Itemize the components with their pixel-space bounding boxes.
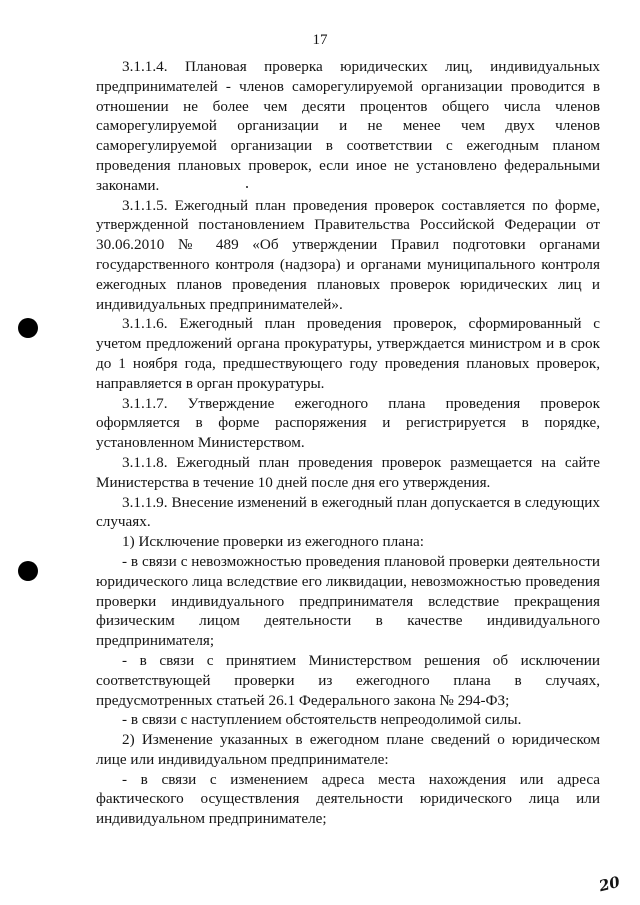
paragraph-3-1-1-4: 3.1.1.4. Плановая проверка юридических лиц, индивидуальных предпринимателей - членов саморегулируемой организации проводится в отношении не более чем десяти процентов общего числа членов саморегулируемой организации и не менее чем двух членов саморегулируемой организации в соответствии с ежегодным планом проведения плановых проверок, если иное не установлено федеральными законами. xyxy=(96,58,600,194)
handwritten-page-mark: 20 xyxy=(597,872,622,896)
punch-hole-top xyxy=(18,318,38,338)
list-subitem-ministry-decision: - в связи с принятием Министерством решения об исключении соответствующей проверки из ежегодного плана в случаях, предусмотренных статьей 26.1 Федерального закона № 294-ФЗ; xyxy=(96,651,600,709)
list-subitem-force-majeure: - в связи с наступлением обстоятельств непреодолимой силы. xyxy=(122,711,522,729)
page-number: 17 xyxy=(312,32,328,48)
list-subitem-address-change: - в связи с изменением адреса места нахождения или адреса фактического осуществления деятельности юридического лица или индивидуальном предпринимателе; xyxy=(96,770,600,828)
paragraph-3-1-1-8: 3.1.1.8. Ежегодный план проведения проверок размещается на сайте Министерства в течение 10 дней после дня его утверждения. xyxy=(96,453,600,491)
list-item-exclusion: 1) Исключение проверки из ежегодного плана: xyxy=(122,533,425,551)
paragraph-3-1-1-5: 3.1.1.5. Ежегодный план проведения проверок составляется по форме, утвержденной постановлением Правительства Российской Федерации от 30.06.2010 № 489 «Об утверждении Правил подготовки органами государственного контроля (надзора) и органами муниципального контроля ежегодных планов проведения плановых проверок юридических лиц и индивидуальных предпринимателей». xyxy=(96,196,600,313)
list-subitem-liquidation: - в связи с невозможностью проведения плановой проверки деятельности юридического лица вследствие его ликвидации, невозможностью проведения проверки индивидуального предпринимателя вследствие прекращения физическим лицом деятельности в качестве индивидуального предпринимателя; xyxy=(96,552,600,650)
punch-hole-bottom xyxy=(18,561,38,581)
scan-speck xyxy=(246,186,248,188)
list-item-change-info: 2) Изменение указанных в ежегодном плане сведений о юридическом лице или индивидуальном предпринимателе: xyxy=(96,731,600,768)
paragraph-3-1-1-9: 3.1.1.9. Внесение изменений в ежегодный план допускается в следующих случаях. xyxy=(96,493,600,531)
paragraph-3-1-1-7: 3.1.1.7. Утверждение ежегодного плана проведения проверок оформляется в форме распоряжения и регистрируется в порядке, установленном Министерством. xyxy=(96,394,600,452)
paragraph-3-1-1-6: 3.1.1.6. Ежегодный план проведения проверок, сформированный с учетом предложений органа прокуратуры, утверждается министром и в срок до 1 ноября года, предшествующего году проведения плановых проверок, направляется в орган прокуратуры. xyxy=(96,315,600,392)
document-body xyxy=(96,57,600,829)
